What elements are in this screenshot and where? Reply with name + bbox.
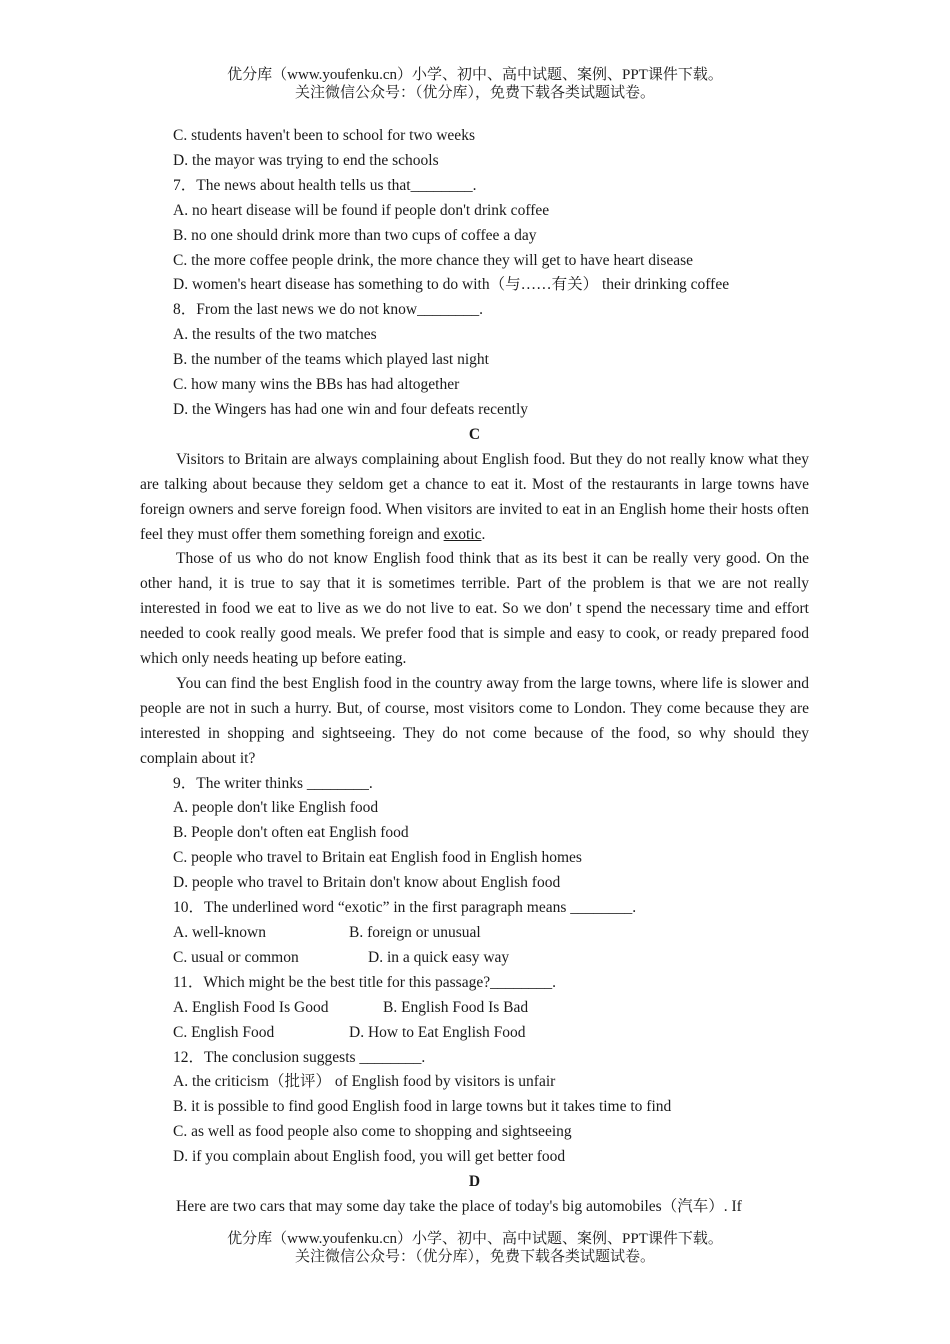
- option-7b: B. no one should drink more than two cups of coffee a day: [173, 226, 537, 244]
- footer-line-1: 优分库（www.youfenku.cn）小学、初中、高中试题、案例、PPT课件下载。: [227, 1231, 723, 1247]
- option-8d: D. the Wingers has had one win and four defeats recently: [173, 400, 529, 418]
- question-7: 7．The news about health tells us that________.: [173, 176, 477, 194]
- question-10: 10．The underlined word “exotic” in the first paragraph means ________.: [173, 899, 637, 917]
- header-line-2: 关注微信公众号：（优分库），免费下载各类试题试卷。: [294, 85, 655, 101]
- option-10c: C. usual or common: [173, 948, 299, 966]
- option-11b: B. English Food Is Bad: [383, 998, 529, 1016]
- page-footer: [0, 1230, 950, 1266]
- option-6d: D. the mayor was trying to end the schools: [173, 151, 439, 169]
- option-8a: A. the results of the two matches: [173, 326, 377, 344]
- header-line-1: 优分库（www.youfenku.cn）小学、初中、高中试题、案例、PPT课件下载。: [227, 67, 723, 83]
- option-12d: D. if you complain about English food, you will get better food: [173, 1148, 566, 1166]
- option-11c: C. English Food: [173, 1023, 275, 1041]
- option-8c: C. how many wins the BBs has had altogether: [173, 376, 460, 394]
- option-9b: B. People don't often eat English food: [173, 824, 409, 842]
- footer-line-2: 关注微信公众号：（优分库），免费下载各类试题试卷。: [294, 1249, 655, 1265]
- options-11cd: [140, 1021, 809, 1046]
- section-c-paragraph-3: You can find the best English food in the country away from the large towns, where life is slower and people are not in such a hurry. But, of course, most visitors come to London. They come because they are interested in shopping and sightseeing. They do not come because of the food, so why should they complain about it?: [140, 674, 809, 767]
- option-10d: D. in a quick easy way: [368, 948, 510, 966]
- section-d-heading: D: [468, 1173, 481, 1191]
- option-12c: C. as well as food people also come to shopping and sightseeing: [173, 1123, 572, 1141]
- section-d-paragraph-1: Here are two cars that may some day take the place of today's big automobiles（汽车）. If: [176, 1197, 742, 1215]
- option-9c: C. people who travel to Britain eat English food in English homes: [173, 849, 582, 867]
- page-content: [140, 124, 809, 1220]
- option-10a: A. well-known: [173, 924, 266, 941]
- section-c-heading: C: [468, 425, 481, 443]
- options-11ab: [140, 996, 809, 1021]
- option-9d: D. people who travel to Britain don't know about English food: [173, 874, 561, 892]
- option-9a: A. people don't like English food: [173, 799, 379, 817]
- options-10cd: [140, 946, 809, 971]
- options-10ab: [140, 921, 809, 946]
- option-12a: A. the criticism（批评） of English food by visitors is unfair: [173, 1073, 556, 1091]
- option-11d: D. How to Eat English Food: [349, 1023, 526, 1041]
- page-header: [0, 66, 950, 102]
- option-11a: A. English Food Is Good: [173, 998, 329, 1016]
- option-7c: C. the more coffee people drink, the more chance they will get to have heart disease: [173, 251, 694, 269]
- underlined-word: exotic: [443, 525, 482, 543]
- option-10b: B. foreign or unusual: [349, 924, 481, 941]
- question-9: 9．The writer thinks ________.: [173, 774, 373, 792]
- option-8b: B. the number of the teams which played last night: [173, 351, 489, 369]
- paragraph-text: Visitors to Britain are always complaining about English food. But they do not really know what they are talking about because they seldom get a chance to eat it. Most of the restaurants in large towns have foreign owners and serve foreign food. When visitors are invited to eat in an English home their hosts often feel they must offer them something foreign and: [140, 450, 809, 543]
- question-12: 12．The conclusion suggests ________.: [173, 1048, 426, 1066]
- question-11: 11．Which might be the best title for this passage?________.: [173, 973, 556, 991]
- option-7a: A. no heart disease will be found if people don't drink coffee: [173, 201, 550, 219]
- paragraph-end: .: [481, 525, 486, 543]
- question-8: 8．From the last news we do not know________.: [173, 301, 483, 319]
- section-c-paragraph-2: Those of us who do not know English food think that as its best it can be really very good. On the other hand, it is true to say that it is sometimes terrible. Part of the problem is that we are not really interested in food we eat to live as we do not live to eat. So we don' t spend the necessary time and effort needed to cook really good meals. We prefer food that is simple and easy to cook, or ready prepared food which only needs heating up before eating.: [140, 550, 809, 668]
- option-12b: B. it is possible to find good English food in large towns but it takes time to find: [173, 1098, 672, 1116]
- section-c-paragraph-1: [140, 448, 809, 548]
- option-6c: C. students haven't been to school for two weeks: [173, 127, 475, 144]
- option-7d: D. women's heart disease has something to do with（与……有关） their drinking coffee: [173, 276, 730, 294]
